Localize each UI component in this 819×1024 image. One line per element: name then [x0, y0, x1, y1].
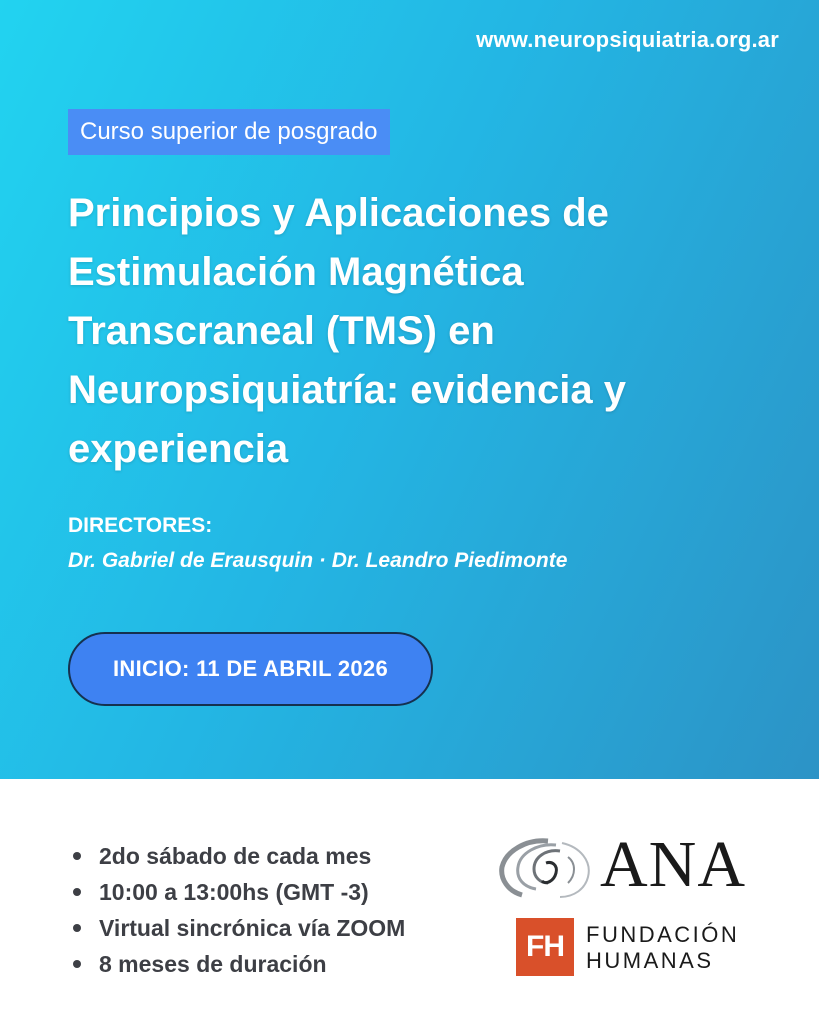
bullet-icon — [73, 888, 81, 896]
ana-logo — [498, 828, 748, 901]
directors-names: Dr. Gabriel de Erausquin · Dr. Leandro Piedimonte — [68, 549, 568, 572]
humanas-label: HUMANAS — [586, 948, 714, 973]
course-type-tag: Curso superior de posgrado — [68, 109, 390, 155]
detail-text: 10:00 a 13:00hs (GMT -3) — [99, 879, 369, 905]
title-line: Estimulación Magnética — [68, 250, 524, 294]
start-date-pill: INICIO: 11 DE ABRIL 2026 — [68, 632, 433, 706]
course-details-list — [73, 838, 405, 982]
site-url: www.neuropsiquiatria.org.ar — [476, 27, 779, 52]
bullet-icon — [73, 960, 81, 968]
list-item — [73, 946, 405, 982]
brain-swirl-icon — [498, 833, 596, 901]
directors-label: DIRECTORES: — [68, 514, 213, 537]
list-item — [73, 838, 405, 874]
bullet-icon — [73, 852, 81, 860]
list-item — [73, 874, 405, 910]
title-line: Principios y Aplicaciones de — [68, 191, 609, 235]
course-title — [68, 184, 758, 479]
detail-text: 2do sábado de cada mes — [99, 843, 372, 869]
ana-logo-text: ANA — [600, 828, 746, 901]
fundacion-humanas-logo — [516, 918, 746, 978]
bullet-icon — [73, 924, 81, 932]
title-line: experiencia — [68, 427, 289, 471]
fundacion-label: FUNDACIÓN — [586, 922, 740, 947]
fh-monogram: FH — [516, 918, 574, 976]
title-line: Transcraneal (TMS) en — [68, 309, 495, 353]
detail-text: 8 meses de duración — [99, 951, 327, 977]
title-line: Neuropsiquiatría: evidencia y — [68, 368, 626, 412]
detail-text: Virtual sincrónica vía ZOOM — [99, 915, 406, 941]
list-item — [73, 910, 405, 946]
